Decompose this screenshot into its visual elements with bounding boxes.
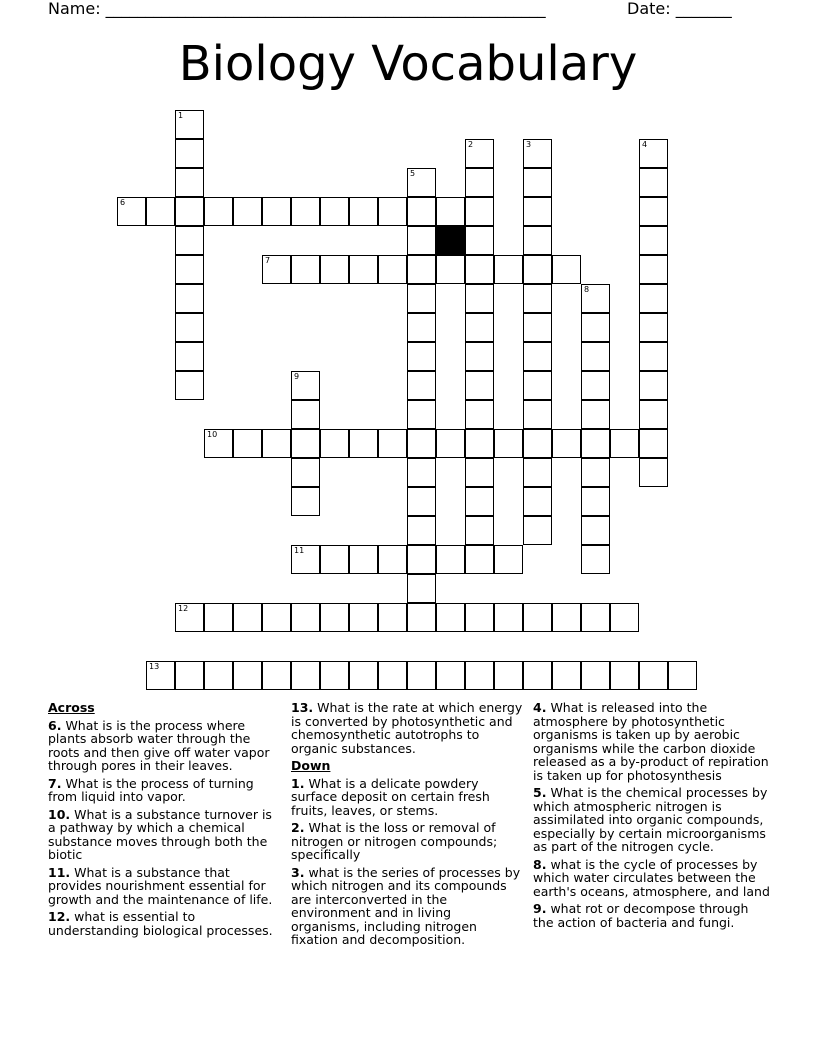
cell-number: 8 — [584, 285, 590, 294]
grid-cell[interactable] — [494, 255, 523, 284]
grid-cell[interactable] — [233, 603, 262, 632]
grid-cell[interactable] — [407, 661, 436, 690]
cell-number: 2 — [468, 140, 474, 149]
grid-cell[interactable] — [436, 545, 465, 574]
grid-cell[interactable] — [407, 516, 436, 545]
grid-cell[interactable] — [407, 545, 436, 574]
grid-cell[interactable] — [639, 458, 668, 487]
grid-cell[interactable] — [291, 429, 320, 458]
grid-cell[interactable] — [378, 545, 407, 574]
cell-number: 13 — [149, 662, 160, 671]
grid-cell[interactable] — [436, 603, 465, 632]
grid-cell[interactable] — [639, 313, 668, 342]
grid-cell[interactable] — [610, 603, 639, 632]
grid-cell[interactable] — [639, 371, 668, 400]
grid-cell[interactable] — [407, 574, 436, 603]
grid-cell[interactable] — [349, 545, 378, 574]
grid-cell[interactable] — [639, 226, 668, 255]
cell-number: 9 — [294, 372, 300, 381]
clue-across-10: 10. What is a substance turnover is a pathway by which a chemical substance moves through both the biotic — [48, 806, 272, 862]
grid-cell[interactable] — [465, 661, 494, 690]
grid-cell[interactable] — [581, 487, 610, 516]
grid-cell[interactable] — [581, 284, 610, 313]
grid-cell[interactable] — [175, 110, 204, 139]
clue-across-13: 13. What is the rate at which energy is converted by photosynthetic and chemosynthetic autotrophs to organic substances. — [291, 700, 523, 756]
grid-cell[interactable] — [407, 226, 436, 255]
grid-cell[interactable] — [407, 255, 436, 284]
grid-cell[interactable] — [204, 603, 233, 632]
grid-cell[interactable] — [523, 603, 552, 632]
grid-cell[interactable] — [291, 371, 320, 400]
grid-cell[interactable] — [436, 197, 465, 226]
grid-cell[interactable] — [523, 342, 552, 371]
grid-cell[interactable] — [581, 342, 610, 371]
grid-cell[interactable] — [407, 197, 436, 226]
grid-cell[interactable] — [407, 603, 436, 632]
grid-cell[interactable] — [552, 429, 581, 458]
grid-cell[interactable] — [639, 255, 668, 284]
grid-cell[interactable] — [349, 197, 378, 226]
grid-cell[interactable] — [552, 255, 581, 284]
grid-cell[interactable] — [233, 429, 262, 458]
grid-cell[interactable] — [204, 429, 233, 458]
clue-down-5: 5. What is the chemical processes by which atmospheric nitrogen is assimilated into organic compounds, especially by certain microorganisms as part of the nitrogen cycle. — [533, 785, 768, 854]
grid-cell[interactable] — [639, 429, 668, 458]
grid-cell[interactable] — [639, 400, 668, 429]
grid-cell[interactable] — [639, 342, 668, 371]
grid-cell[interactable] — [291, 255, 320, 284]
grid-cell[interactable] — [146, 661, 175, 690]
grid-cell[interactable] — [291, 545, 320, 574]
grid-cell[interactable] — [465, 226, 494, 255]
grid-cell[interactable] — [262, 603, 291, 632]
grid-cell[interactable] — [407, 371, 436, 400]
date-field: Date: _______ — [627, 0, 732, 18]
clue-down-3: 3. what is the series of processes by which nitrogen and its compounds are interconverted in the environment and in living organisms, including nitrogen fixation and decomposition. — [291, 864, 521, 947]
grid-cell[interactable] — [581, 545, 610, 574]
grid-cell[interactable] — [407, 342, 436, 371]
grid-cell[interactable] — [494, 603, 523, 632]
grid-cell[interactable] — [465, 400, 494, 429]
grid-cell[interactable] — [465, 545, 494, 574]
grid-cell[interactable] — [494, 429, 523, 458]
grid-cell[interactable] — [610, 429, 639, 458]
grid-cell[interactable] — [291, 603, 320, 632]
grid-cell[interactable] — [494, 545, 523, 574]
clues-column-2 — [291, 701, 523, 951]
cell-number: 12 — [178, 604, 189, 613]
grid-cell[interactable] — [523, 400, 552, 429]
grid-cell[interactable] — [349, 603, 378, 632]
grid-cell[interactable] — [175, 139, 204, 168]
grid-cell[interactable] — [465, 371, 494, 400]
grid-cell[interactable] — [465, 255, 494, 284]
grid-cell[interactable] — [552, 603, 581, 632]
grid-cell[interactable] — [639, 661, 668, 690]
grid-cell[interactable] — [291, 661, 320, 690]
grid-cell[interactable] — [378, 603, 407, 632]
grid-cell[interactable] — [465, 139, 494, 168]
grid-cell[interactable] — [639, 139, 668, 168]
grid-cell[interactable] — [175, 197, 204, 226]
cell-number: 4 — [642, 140, 648, 149]
grid-cell[interactable] — [581, 661, 610, 690]
grid-cell[interactable] — [465, 429, 494, 458]
grid-cell[interactable] — [320, 429, 349, 458]
grid-cell[interactable] — [523, 661, 552, 690]
grid-cell[interactable] — [581, 458, 610, 487]
grid-cell[interactable] — [523, 255, 552, 284]
grid-cell[interactable] — [465, 342, 494, 371]
grid-cell[interactable] — [407, 458, 436, 487]
cell-number: 6 — [120, 198, 126, 207]
grid-cell[interactable] — [378, 255, 407, 284]
grid-cell[interactable] — [436, 255, 465, 284]
grid-cell[interactable] — [349, 429, 378, 458]
grid-cell[interactable] — [436, 429, 465, 458]
grid-cell[interactable] — [407, 429, 436, 458]
grid-cell[interactable] — [175, 226, 204, 255]
grid-cell[interactable] — [523, 371, 552, 400]
grid-cell[interactable] — [523, 458, 552, 487]
grid-cell[interactable] — [291, 400, 320, 429]
grid-cell[interactable] — [581, 371, 610, 400]
grid-cell[interactable] — [175, 661, 204, 690]
grid-cell[interactable] — [262, 429, 291, 458]
grid-cell[interactable] — [407, 400, 436, 429]
grid-cell[interactable] — [494, 661, 523, 690]
grid-cell[interactable] — [291, 487, 320, 516]
grid-cell[interactable] — [320, 197, 349, 226]
grid-cell[interactable] — [639, 197, 668, 226]
clues-column-3 — [533, 701, 771, 933]
page-title: Biology Vocabulary — [178, 36, 638, 92]
grid-cell[interactable] — [233, 661, 262, 690]
grid-cell[interactable] — [465, 313, 494, 342]
clue-down-4: 4. What is released into the atmosphere by photosynthetic organisms is taken up by aerobic organisms while the carbon dioxide released as a by-product of repiration is taken up for photosynthesis — [533, 700, 769, 783]
grid-cell[interactable] — [146, 197, 175, 226]
grid-cell[interactable] — [291, 458, 320, 487]
grid-cell[interactable] — [465, 168, 494, 197]
grid-cell[interactable] — [581, 400, 610, 429]
grid-cell[interactable] — [320, 545, 349, 574]
cell-number: 5 — [410, 169, 416, 178]
grid-cell[interactable] — [349, 255, 378, 284]
grid-cell[interactable] — [175, 371, 204, 400]
clue-across-7: 7. What is the process of turning from liquid into vapor. — [48, 775, 254, 804]
down-heading: Down — [291, 758, 331, 773]
grid-cell[interactable] — [175, 284, 204, 313]
grid-cell[interactable] — [523, 313, 552, 342]
clue-down-2: 2. What is the loss or removal of nitrogen or nitrogen compounds; specifically — [291, 820, 498, 862]
grid-cell[interactable] — [523, 168, 552, 197]
grid-cell[interactable] — [407, 168, 436, 197]
grid-cell[interactable] — [523, 226, 552, 255]
grid-cell[interactable] — [320, 661, 349, 690]
grid-cell[interactable] — [523, 429, 552, 458]
grid-cell[interactable] — [465, 284, 494, 313]
grid-cell[interactable] — [581, 313, 610, 342]
grid-cell[interactable] — [262, 197, 291, 226]
clue-down-9: 9. what rot or decompose through the action of bacteria and fungi. — [533, 901, 749, 930]
grid-cell[interactable] — [610, 661, 639, 690]
clues-column-1 — [48, 701, 280, 941]
grid-cell[interactable] — [320, 603, 349, 632]
grid-cell[interactable] — [175, 313, 204, 342]
grid-cell[interactable] — [204, 661, 233, 690]
grid-cell[interactable] — [204, 197, 233, 226]
grid-cell[interactable] — [262, 255, 291, 284]
grid-cell[interactable] — [175, 168, 204, 197]
clue-down-1: 1. What is a delicate powdery surface deposit on certain fresh fruits, leaves, or stems. — [291, 775, 490, 818]
grid-cell[interactable] — [465, 516, 494, 545]
grid-cell[interactable] — [378, 661, 407, 690]
grid-cell[interactable] — [349, 661, 378, 690]
grid-cell[interactable] — [262, 661, 291, 690]
grid-cell[interactable] — [465, 197, 494, 226]
grid-cell[interactable] — [581, 516, 610, 545]
grid-cell[interactable] — [233, 197, 262, 226]
cell-number: 3 — [526, 140, 532, 149]
grid-cell[interactable] — [320, 255, 349, 284]
grid-cell[interactable] — [523, 516, 552, 545]
grid-cell[interactable] — [523, 487, 552, 516]
grid-cell[interactable] — [117, 197, 146, 226]
grid-cell[interactable] — [465, 487, 494, 516]
grid-cell[interactable] — [175, 603, 204, 632]
cell-number: 10 — [207, 430, 218, 439]
grid-cell[interactable] — [407, 487, 436, 516]
grid-cell[interactable] — [436, 661, 465, 690]
grid-cell[interactable] — [378, 197, 407, 226]
clue-down-8: 8. what is the cycle of processes by which water circulates between the earth's oceans, atmosphere, and land — [533, 856, 770, 899]
grid-cell[interactable] — [465, 458, 494, 487]
clue-across-6: 6. What is is the process where plants absorb water through the roots and then give off water vapor through pores in their leaves. — [48, 717, 270, 773]
grid-cell[interactable] — [552, 661, 581, 690]
grid-cell[interactable] — [291, 197, 320, 226]
name-field: Name: _______________________________________________________ — [48, 0, 546, 18]
grid-cell[interactable] — [581, 603, 610, 632]
grid-cell[interactable] — [407, 284, 436, 313]
grid-cell[interactable] — [378, 429, 407, 458]
grid-cell[interactable] — [407, 313, 436, 342]
across-heading: Across — [48, 700, 95, 715]
grid-cell[interactable] — [581, 429, 610, 458]
grid-cell[interactable] — [523, 139, 552, 168]
grid-cell[interactable] — [175, 255, 204, 284]
grid-cell[interactable] — [523, 284, 552, 313]
grid-block-cell — [436, 226, 465, 255]
grid-cell[interactable] — [639, 168, 668, 197]
clue-across-12: 12. what is essential to understanding biological processes. — [48, 909, 273, 938]
grid-cell[interactable] — [523, 197, 552, 226]
grid-cell[interactable] — [175, 342, 204, 371]
cell-number: 1 — [178, 111, 184, 120]
cell-number: 11 — [294, 546, 305, 555]
grid-cell[interactable] — [465, 603, 494, 632]
clue-across-11: 11. What is a substance that provides nourishment essential for growth and the maintenance of life. — [48, 864, 273, 907]
grid-cell[interactable] — [668, 661, 697, 690]
grid-cell[interactable] — [639, 284, 668, 313]
cell-number: 7 — [265, 256, 271, 265]
